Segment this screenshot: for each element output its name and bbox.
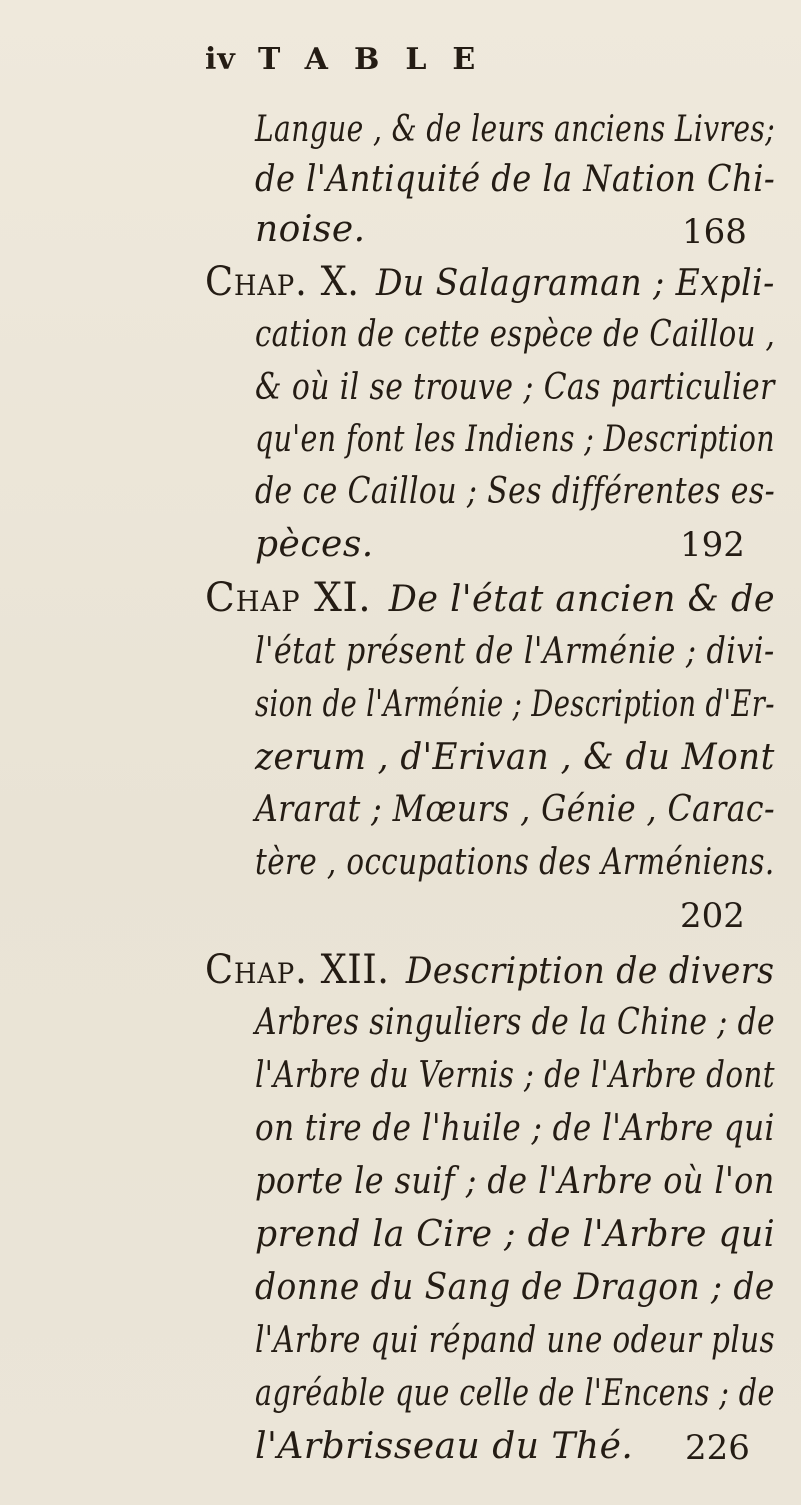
chapter-number: XII. <box>320 947 390 993</box>
chapter-title-start: Du Salagraman ; Expli- <box>375 263 775 304</box>
chapter-number: XI. <box>314 575 372 621</box>
entry-line: on tire de l'huile ; de l'Arbre qui <box>255 1108 775 1149</box>
entry-line: qu'en font les Indiens ; Description <box>255 419 776 460</box>
entry-line: de l'Antiquité de la Nation Chi- <box>255 159 776 200</box>
entry-line: zerum , d'Erivan , & du Mont <box>255 737 775 778</box>
chapter-title-start: De l'état ancien & de <box>388 579 776 620</box>
entry-line: Arbres singuliers de la Chine ; de <box>255 1002 776 1043</box>
chapter-label: Chap. <box>205 947 308 993</box>
entry-line: de ce Caillou ; Ses différentes es- <box>255 471 776 512</box>
page-reference: 168 <box>682 212 747 252</box>
entry-line: tère , occupations des Arméniens. <box>255 842 775 883</box>
entry-line: porte le suif ; de l'Arbre où l'on <box>255 1161 775 1202</box>
page-reference: 192 <box>680 525 745 565</box>
entry-line: Langue , & de leurs anciens Livres; <box>255 109 776 150</box>
entry-line: cation de cette espèce de Caillou , <box>255 314 776 355</box>
entry-line: l'état présent de l'Arménie ; divi- <box>255 631 775 672</box>
folio-number: iv <box>205 42 236 77</box>
entry-line: l'Arbre qui répand une odeur plus <box>255 1320 775 1361</box>
entry-line: l'Arbre du Vernis ; de l'Arbre dont <box>255 1055 775 1096</box>
running-title: TABLE <box>258 42 502 77</box>
entry-line: pèces. <box>255 524 374 565</box>
entry-line: & où il se trouve ; Cas particulier <box>255 367 775 408</box>
entry-line: l'Arbrisseau du Thé. <box>255 1426 634 1467</box>
chapter-label: Chap. <box>205 259 308 305</box>
chapter-heading-line <box>205 947 775 993</box>
page-reference: 202 <box>680 896 745 936</box>
chapter-label: Chap <box>205 575 301 621</box>
entry-line: Ararat ; Mœurs , Génie , Carac- <box>255 789 776 830</box>
page-header <box>0 42 801 82</box>
page-reference: 226 <box>685 1428 750 1468</box>
chapter-heading-line <box>205 259 775 305</box>
entry-line: sion de l'Arménie ; Description d'Er- <box>255 684 775 725</box>
chapter-number: X. <box>320 259 360 305</box>
entry-line: agréable que celle de l'Encens ; de <box>255 1373 775 1414</box>
entry-line: donne du Sang de Dragon ; de <box>255 1267 775 1308</box>
entry-line: noise. <box>255 209 366 250</box>
entry-line: prend la Cire ; de l'Arbre qui <box>255 1214 776 1255</box>
chapter-title-start: Description de divers <box>405 951 775 992</box>
chapter-heading-line <box>205 575 776 621</box>
